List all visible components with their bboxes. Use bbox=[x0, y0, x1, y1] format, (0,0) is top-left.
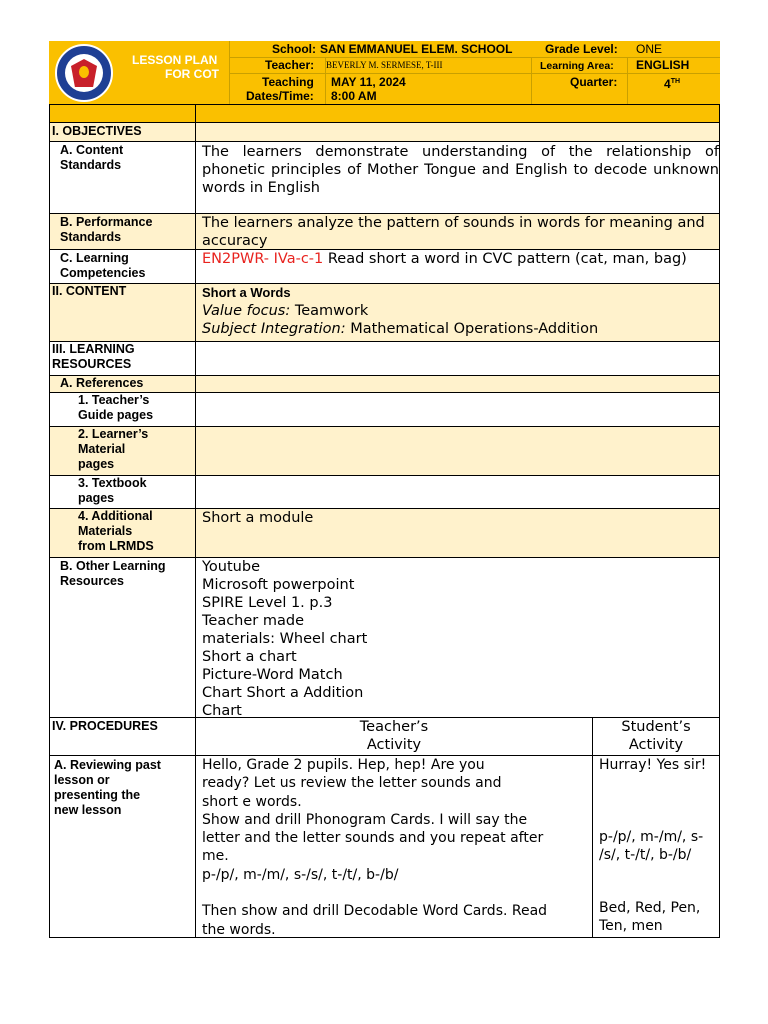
student-response-3: Bed, Red, Pen, Ten, men bbox=[599, 900, 701, 934]
teachers-guide-blank bbox=[195, 392, 720, 427]
content-text bbox=[195, 283, 720, 342]
learners-material-blank bbox=[195, 426, 720, 476]
spacer-row-right bbox=[195, 104, 720, 123]
spacer-row-left bbox=[49, 104, 196, 123]
competencies-text: EN2PWR- IVa-c-1 Read short a word in CVC pattern (cat, man, bag) bbox=[195, 249, 720, 284]
other-resources-list: Youtube Microsoft powerpoint SPIRE Level 1. p.3 Teacher made materials: Wheel chart Short a chart Picture-Word Match Chart Short a Addition Chart bbox=[195, 557, 720, 718]
quarter-value: 4TH bbox=[664, 77, 681, 91]
learners-material-label: 2. Learner’s Material pages bbox=[49, 426, 196, 476]
textbook-label: 3. Textbook pages bbox=[49, 475, 196, 509]
dates-label-2: Dates/Time: bbox=[246, 89, 314, 103]
time-value: 8:00 AM bbox=[331, 89, 377, 103]
header-divider bbox=[229, 41, 230, 104]
area-label: Learning Area: bbox=[540, 60, 614, 72]
content-standards-label: A. Content Standards bbox=[49, 141, 196, 214]
teacher-value: BEVERLY M. SERMESE, T-III bbox=[326, 60, 443, 70]
deped-seal-logo bbox=[55, 44, 113, 102]
teacher-label: Teacher: bbox=[265, 58, 315, 72]
objectives-heading: I. OBJECTIVES bbox=[49, 122, 196, 142]
textbook-blank bbox=[195, 475, 720, 509]
procedures-heading: IV. PROCEDURES bbox=[49, 717, 196, 756]
competencies-label: C. Learning Competencies bbox=[49, 249, 196, 284]
reviewing-lesson-label: A. Reviewing past lesson or presenting the new lesson bbox=[49, 755, 196, 938]
header-divider bbox=[531, 57, 532, 104]
references-blank bbox=[195, 375, 720, 393]
teacher-activity-header: Teacher’s Activity bbox=[195, 717, 593, 756]
grade-value: ONE bbox=[636, 42, 663, 56]
title-line1: LESSON PLAN bbox=[132, 53, 218, 67]
competency-code: EN2PWR- IVa-c-1 bbox=[202, 251, 324, 267]
dates-label-1: Teaching bbox=[262, 75, 314, 89]
content-title: Short a Words bbox=[202, 285, 291, 300]
teacher-activity-text: Hello, Grade 2 pupils. Hep, hep! Are you ready? Let us review the letter sounds and short e words. Show and drill Phonogram Cards. I will say the letter and the letter sounds and you repeat after me. p-/p/, m-/m/, s-/s/, t-/t/, b-/b/ Then show and drill Decodable Word Cards. Read the words. bbox=[195, 755, 593, 938]
area-value: ENGLISH bbox=[636, 58, 690, 72]
student-activity-cell bbox=[592, 755, 720, 938]
performance-standards-label: B. Performance Standards bbox=[49, 213, 196, 250]
header-divider bbox=[229, 73, 720, 74]
date-value: MAY 11, 2024 bbox=[331, 75, 406, 89]
performance-standards-text: The learners analyze the pattern of sounds in words for meaning and accuracy bbox=[195, 213, 720, 250]
references-label: A. References bbox=[49, 375, 196, 393]
school-label: School: bbox=[272, 42, 316, 56]
header-divider bbox=[627, 57, 628, 104]
title-line2: FOR COT bbox=[165, 67, 219, 81]
school-value: SAN EMMANUEL ELEM. SCHOOL bbox=[320, 42, 513, 56]
subject-integration: Subject Integration: Mathematical Operations-Addition bbox=[202, 321, 599, 337]
objectives-blank bbox=[195, 122, 720, 142]
resources-heading: III. LEARNING RESOURCES bbox=[49, 341, 196, 376]
teachers-guide-label: 1. Teacher’s Guide pages bbox=[49, 392, 196, 427]
student-activity-header: Student’s Activity bbox=[592, 717, 720, 756]
value-focus: Value focus: Teamwork bbox=[202, 303, 369, 319]
content-heading: II. CONTENT bbox=[49, 283, 196, 342]
grade-label: Grade Level: bbox=[545, 42, 618, 56]
additional-materials-label: 4. Additional Materials from LRMDS bbox=[49, 508, 196, 558]
content-standards-text: The learners demonstrate understanding of the relationship of phonetic principles of Mother Tongue and English to decode unknown words in English bbox=[195, 141, 720, 214]
resources-blank bbox=[195, 341, 720, 376]
other-resources-label: B. Other Learning Resources bbox=[49, 557, 196, 718]
student-response-1: Hurray! Yes sir! bbox=[599, 757, 707, 773]
student-response-2: p-/p/, m-/m/, s- /s/, t-/t/, b-/b/ bbox=[599, 829, 704, 863]
additional-materials-text: Short a module bbox=[195, 508, 720, 558]
quarter-label: Quarter: bbox=[570, 75, 618, 89]
